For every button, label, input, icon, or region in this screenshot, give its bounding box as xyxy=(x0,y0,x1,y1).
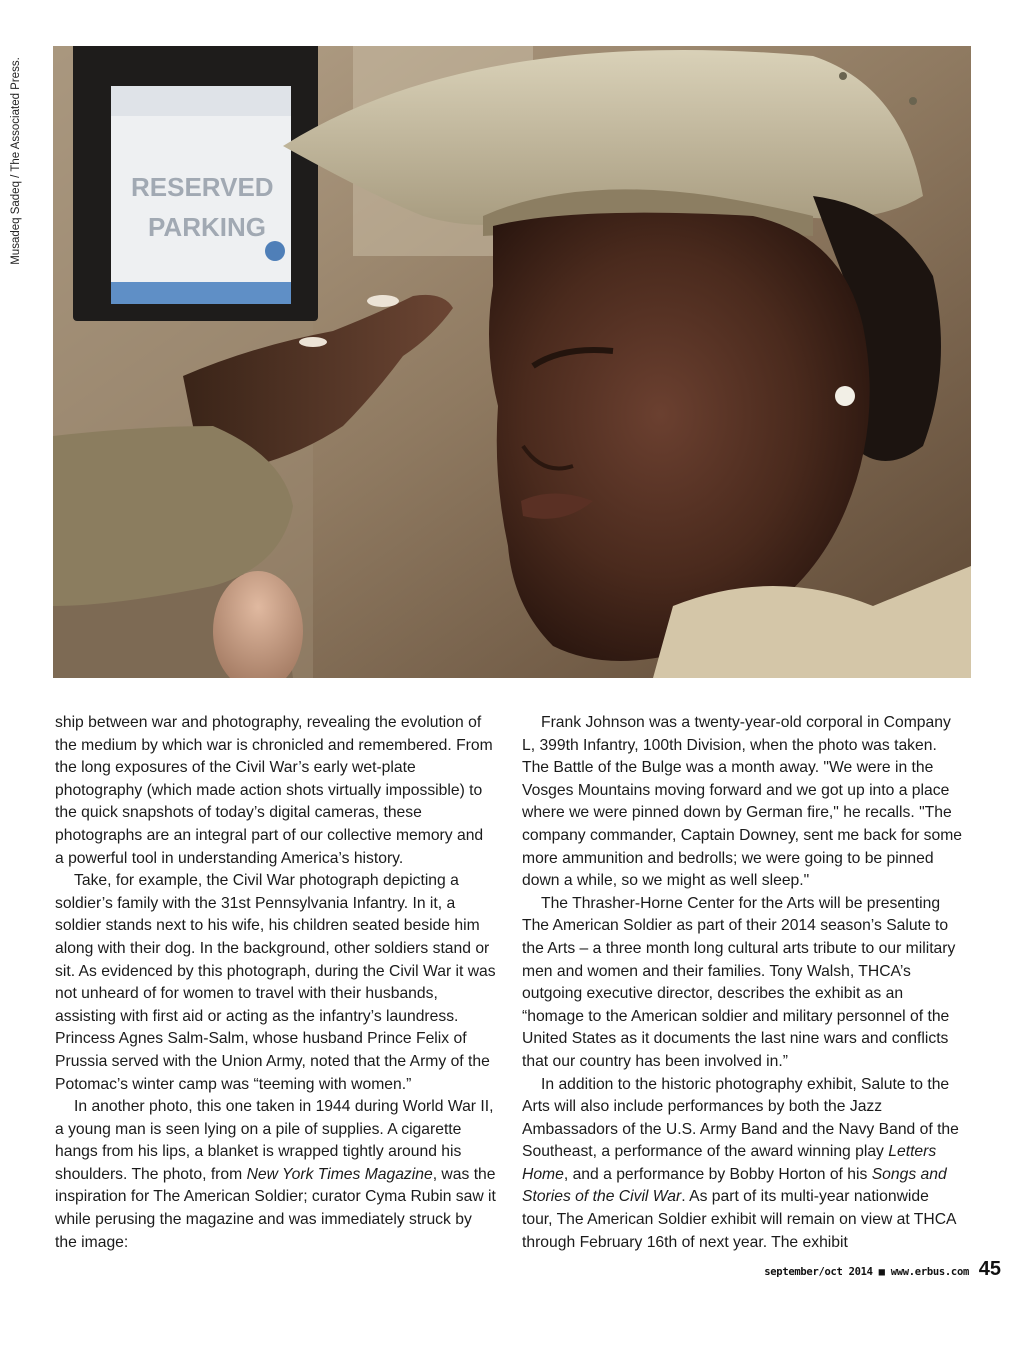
paragraph-text: In addition to the historic photography exhibit, Salute to the Arts will also include performances by both the Jazz Ambassadors of the U.S. Army Band and the Navy Band of the Southeast, a performance of the award winning play xyxy=(522,1075,959,1161)
italic-title: Songs and Stories of the Civil War xyxy=(522,1165,947,1206)
footer-issue-website: september/oct 2014 ■ www.erbus.com xyxy=(764,1266,969,1278)
article-photo xyxy=(53,46,971,678)
article-column-right xyxy=(522,712,963,1254)
paragraph-text: In another photo, this one taken in 1944 during World War II, a young man is seen lying on a pile of supplies. A cigarette hangs from his lips, a blanket is wrapped tightly around his shoulders. The photo, from xyxy=(55,1098,494,1183)
article-paragraph xyxy=(55,1096,496,1254)
italic-title: Letters Home xyxy=(522,1143,937,1183)
article-paragraph xyxy=(522,712,963,893)
paragraph-text: , was the inspiration for The American Soldier; curator Cyma Rubin saw it while perusing the magazine and was immediately struck by the image: xyxy=(55,1165,496,1251)
article-paragraph xyxy=(55,870,496,1096)
italic-title: New York Times Magazine xyxy=(246,1165,433,1183)
article-paragraph xyxy=(522,893,963,1074)
article-column-left xyxy=(55,712,496,1254)
paragraph-text: The Thrasher-Horne Center for the Arts will be presenting The American Soldier as part of their 2014 season’s Salute to the Arts – a three month long cultural arts tribute to our military men and women and their families. Tony Walsh, THCA’s outgoing executive director, describes the exhibit as an “homage to the American soldier and military personnel of the United States as it documents the last nine wars and conflicts that our country has been involved in.” xyxy=(522,894,956,1070)
photo-credit xyxy=(4,46,28,276)
photo-credit-text: Musadeq Sadeq / The Associated Press. xyxy=(10,57,22,265)
paragraph-text: , and a performance by Bobby Horton of his xyxy=(563,1165,872,1183)
article-paragraph xyxy=(55,712,496,870)
sign-text-parking: PARKING xyxy=(148,212,266,242)
article-paragraph xyxy=(522,1074,963,1255)
paragraph-text: Frank Johnson was a twenty-year-old corporal in Company L, 399th Infantry, 100th Division, when the photo was taken. The Battle of the Bulge was a month away. "We were in the Vosges Mountains moving forward and we got up into a place where we were pinned down by German fire," he recalls. "The company commander, Captain Downey, sent me back for some more ammunition and bedrolls; we were going to be pinned down a while, so we might as well sleep." xyxy=(522,714,963,890)
sign-text-reserved: RESERVED xyxy=(131,172,274,202)
paragraph-text: ship between war and photography, revealing the evolution of the medium by which war is chronicled and remembered. From the long exposures of the Civil War’s early wet-plate photography (which made action shots virtually impossible) to the quick snapshots of today’s digital cameras, these photographs are an integral part of our collective memory and a powerful tool in understanding America’s history. xyxy=(55,714,493,867)
page-number: 45 xyxy=(978,1258,1001,1280)
paragraph-text: . As part of its multi-year nationwide tour, The American Soldier exhibit will remain on view at THCA through February 16th of next year. The exhibit xyxy=(522,1188,956,1251)
paragraph-text: Take, for example, the Civil War photograph depicting a soldier’s family with the 31st Pennsylvania Infantry. In it, a soldier stands next to his wife, his children seated beside him along with their dog. In the background, other soldiers stand or sit. As evidenced by this photograph, during the Civil War it was not unheard of for women to travel with their husbands, assisting with first aid or acting as the infantry’s laundress. Princess Agnes Salm-Salm, whose husband Prince Felix of Prussia served with the Union Army, noted that the Army of the Potomac’s winter camp was “teeming with women.” xyxy=(55,872,496,1093)
